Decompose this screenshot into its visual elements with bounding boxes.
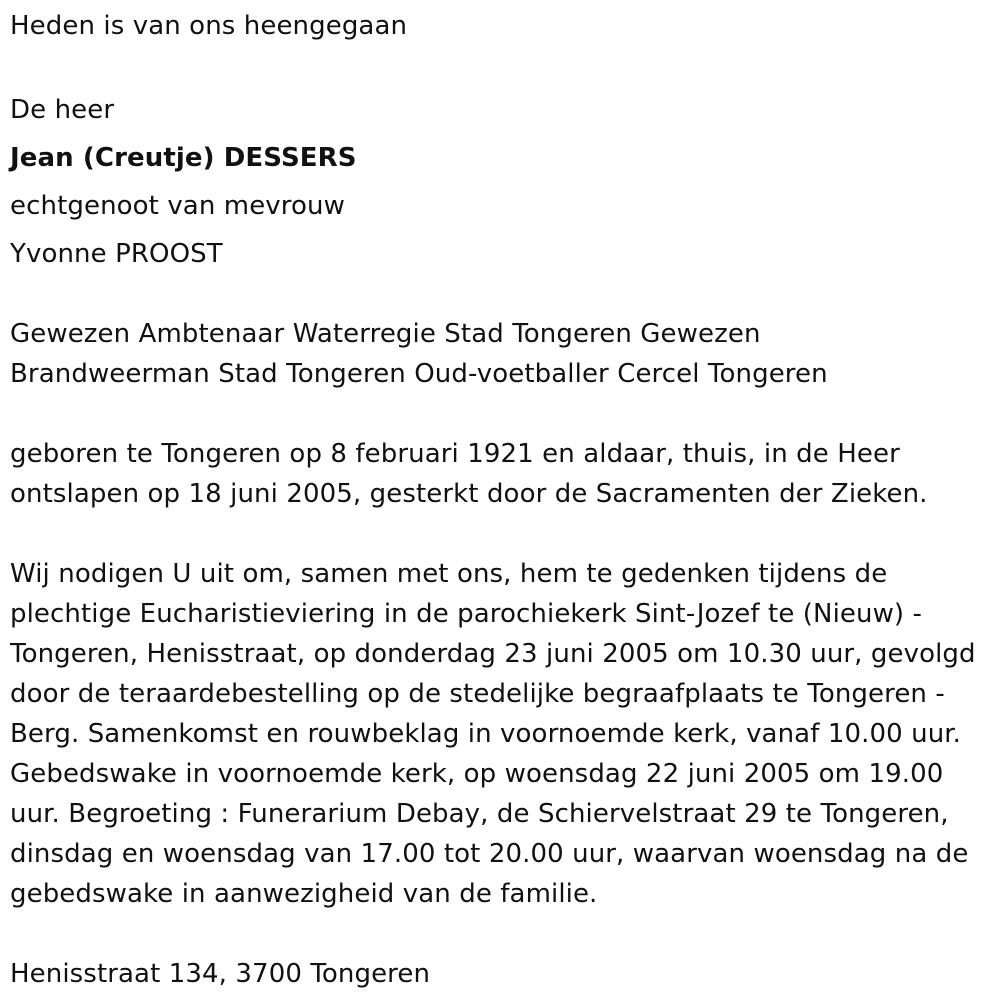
deceased-name: Jean (Creutje) DESSERS [10,143,357,173]
spacer [10,914,990,954]
spouse-name: Yvonne PROOST [10,239,223,269]
invitation-line: plechtige Eucharistieviering in de parochiekerk Sint-Jozef te (Nieuw) - [10,599,923,629]
spacer [10,278,990,314]
intro-text: Heden is van ons heengegaan [10,11,408,41]
career-paragraph [10,314,990,394]
invitation-paragraph [10,554,990,914]
salutation: De heer [10,95,115,125]
spacer [10,46,990,86]
invitation-line: uur. Begroeting : Funerarium Debay, de Schiervelstraat 29 te Tongeren, [10,799,949,829]
invitation-line: Berg. Samenkomst en rouwbeklag in voornoemde kerk, vanaf 10.00 uur. [10,719,962,749]
birth-death-line: geboren te Tongeren op 8 februari 1921 en aldaar, thuis, in de Heer [10,439,900,469]
invitation-line: gebedswake in aanwezigheid van de familie. [10,879,598,909]
career-line: Brandweerman Stad Tongeren Oud-voetballer Cercel Tongeren [10,359,828,389]
invitation-line: Wij nodigen U uit om, samen met ons, hem te gedenken tijdens de [10,559,888,589]
invitation-line: Gebedswake in voornoemde kerk, op woensdag 22 juni 2005 om 19.00 [10,759,944,789]
address: Henisstraat 134, 3700 Tongeren [10,959,431,989]
birth-death-paragraph [10,434,990,514]
invitation-line: dinsdag en woensdag van 17.00 tot 20.00 uur, waarvan woensdag na de [10,839,969,869]
obituary-notice [10,6,990,994]
spouse-relation: echtgenoot van mevrouw [10,191,345,221]
spacer [10,394,990,434]
career-line: Gewezen Ambtenaar Waterregie Stad Tongeren Gewezen [10,319,761,349]
invitation-line: Tongeren, Henisstraat, op donderdag 23 juni 2005 om 10.30 uur, gevolgd [10,639,976,669]
birth-death-line: ontslapen op 18 juni 2005, gesterkt door de Sacramenten der Zieken. [10,479,928,509]
invitation-line: door de teraardebestelling op de stedelijke begraafplaats te Tongeren - [10,679,945,709]
spacer [10,514,990,554]
